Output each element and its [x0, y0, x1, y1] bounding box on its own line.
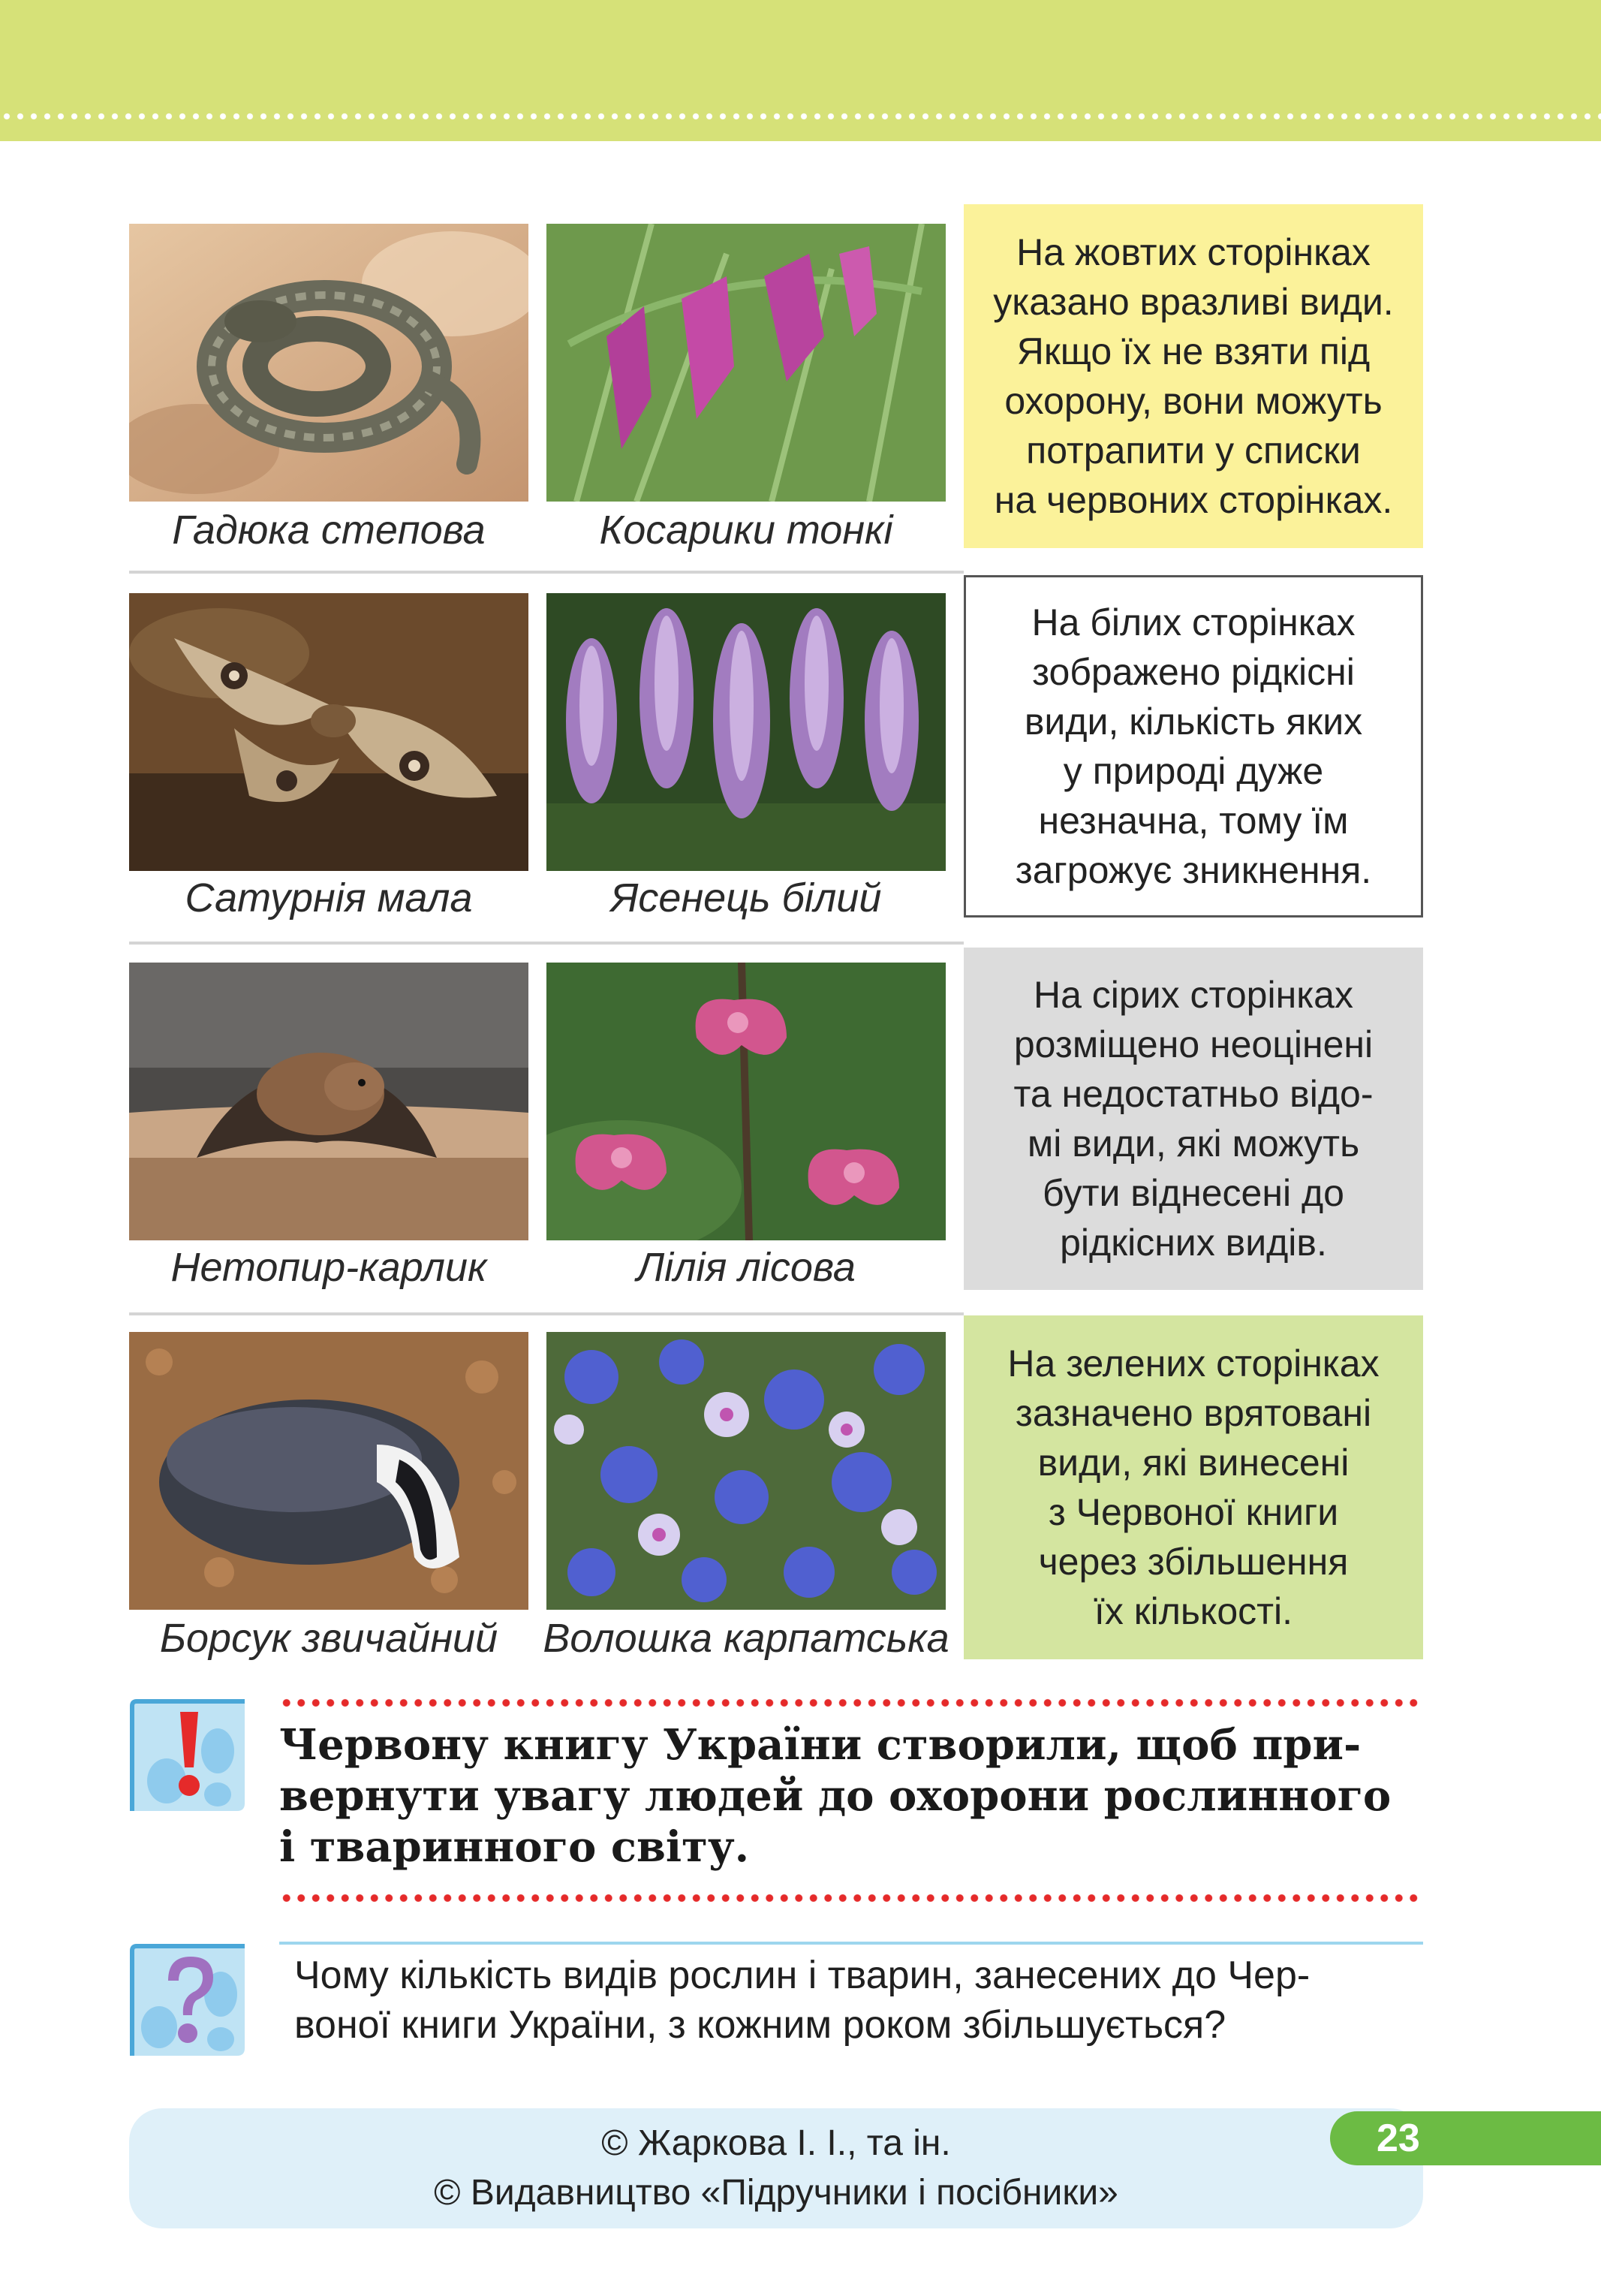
question-rule: [279, 1942, 1423, 1945]
footer-copyright: [129, 2108, 1423, 2228]
info-text-white-pages: На білих сторінках зображено рідкісні види, кількість яких у природі дуже незначна, тому їм загрожує зникнення.: [1015, 601, 1372, 891]
caption-dictamnus: Ясенець білий: [610, 875, 882, 921]
photo-carpathian-cornflower: [546, 1332, 946, 1610]
caption-carpathian-cornflower: Волошка карпатська: [543, 1616, 949, 1661]
caption-steppe-viper: Гадюка степова: [172, 508, 486, 553]
caption-gladiolus: Косарики тонкі: [599, 508, 893, 553]
info-text-yellow-pages: На жовтих сторінках указано вразливі види. Якщо їх не взяти під охорону, вони можуть потрапити у списки на червоних сторінках.: [993, 231, 1394, 521]
info-text-green-pages: На зелених сторінках зазначено врятовані види, які винесені з Червоної книги через збільшення їх кількості.: [1007, 1342, 1380, 1632]
exclamation-icon: [129, 1698, 249, 1811]
row-divider: [129, 1312, 964, 1315]
page-number: 23: [1330, 2111, 1601, 2165]
footer-line-author: © Жаркова І. І., та ін.: [601, 2123, 951, 2163]
photo-martagon-lily: [546, 963, 946, 1240]
info-box-white-pages: [964, 575, 1423, 917]
photo-dictamnus: [546, 593, 946, 871]
info-text-grey-pages: На сірих сторінках розміщено неоцінені та недостатньо відо- мі види, які можуть бути віднесені до рідкісних видів.: [1013, 974, 1374, 1264]
info-box-yellow-pages: [964, 204, 1423, 548]
footer-line-publisher: © Видавництво «Підручники і посібники»: [434, 2173, 1118, 2213]
photo-pipistrelle-bat: [129, 963, 528, 1240]
photo-gladiolus: [546, 224, 946, 502]
question-icon: [129, 1943, 249, 2056]
caption-pipistrelle-bat: Нетопир-карлик: [170, 1245, 487, 1290]
red-dotted-line-top: [279, 1698, 1423, 1707]
caption-martagon-lily: Лілія лісова: [636, 1245, 856, 1290]
row-divider: [129, 942, 964, 945]
row-divider: [129, 571, 964, 574]
info-box-grey-pages: [964, 948, 1423, 1290]
key-fact-text: Червону книгу України створили, щоб при- вернути увагу людей до охорони рослинного і тваринного світу.: [279, 1720, 1392, 1872]
photo-badger: [129, 1332, 528, 1610]
photo-steppe-viper: [129, 224, 528, 502]
caption-badger: Борсук звичайний: [159, 1616, 498, 1661]
photo-saturnia-moth: [129, 593, 528, 871]
info-box-green-pages: [964, 1315, 1423, 1659]
caption-saturnia-moth: Сатурнія мала: [185, 875, 473, 921]
top-dotted-line: [0, 113, 1601, 120]
question-text: Чому кількість видів рослин і тварин, занесених до Чер- воної книги України, з кожним роком збільшується?: [294, 1954, 1311, 2047]
red-dotted-line-bottom: [279, 1894, 1423, 1903]
